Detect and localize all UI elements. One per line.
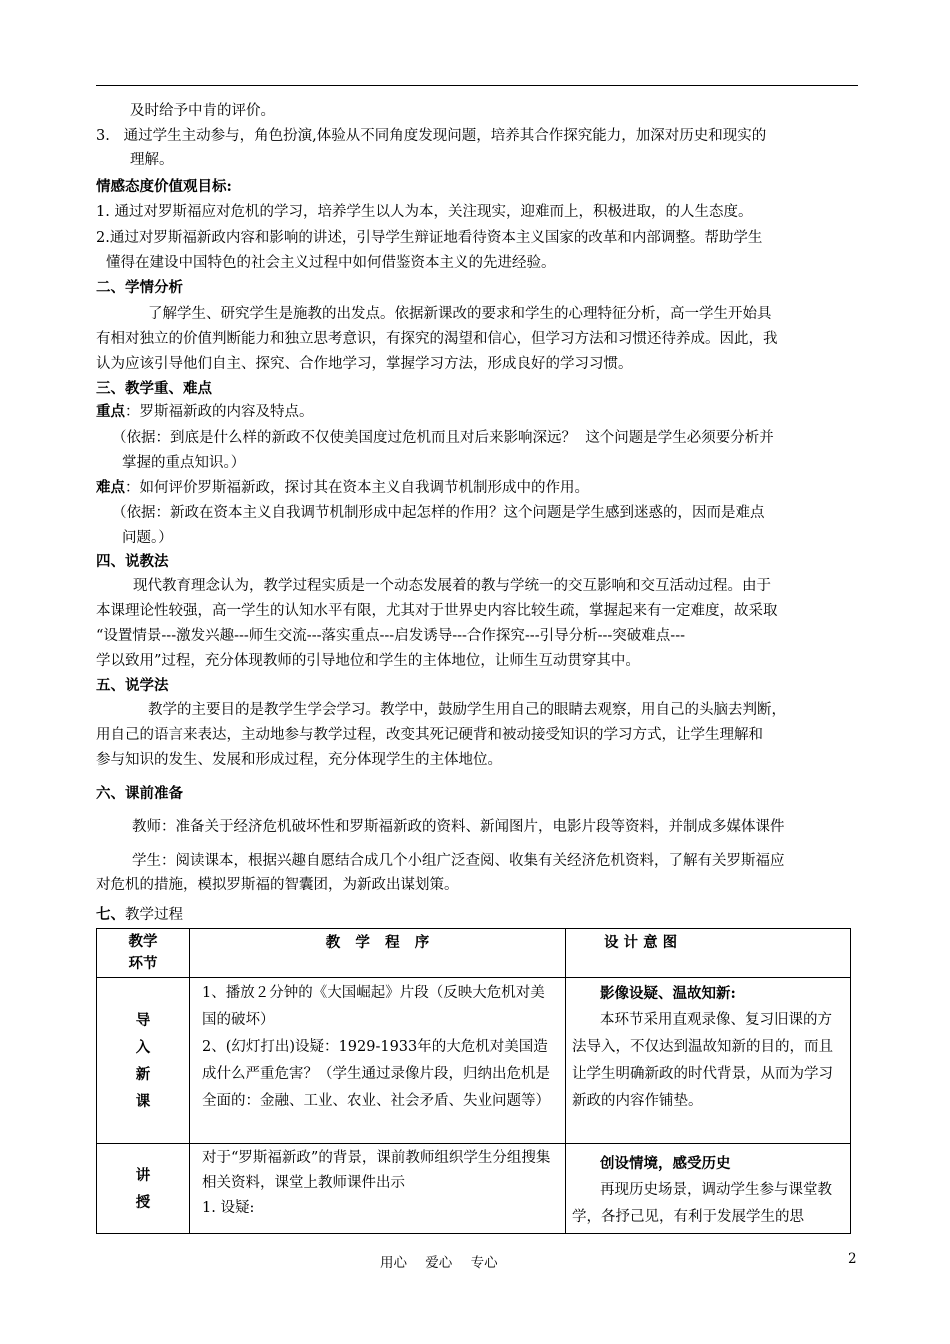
key-point-text: ：罗斯福新政的内容及特点。 — [125, 404, 314, 420]
section-heading: 情感态度价值观目标: — [96, 178, 232, 195]
procedure-cell — [190, 1144, 566, 1234]
text-line: 1. 通过对罗斯福应对危机的学习，培养学生以人为本，关注现实，迎难而上，积极进取，的人生态度。 — [96, 204, 753, 220]
footer-motto: 用心 爱心 专心 — [380, 1255, 498, 1271]
stage-cell — [97, 1144, 190, 1234]
text-line: 对危机的措施，模拟罗斯福的智囊团，为新政出谋划策。 — [96, 877, 459, 893]
intent-cell — [566, 978, 851, 1144]
text-line: 参与知识的发生、发展和形成过程，充分体现学生的主体地位。 — [96, 752, 502, 768]
text-line: 懂得在建设中国特色的社会主义过程中如何借鉴资本主义的先进经验。 — [106, 255, 556, 271]
stage-char: 课 — [135, 1092, 151, 1110]
header-rule — [96, 85, 858, 86]
stage-char: 入 — [135, 1038, 151, 1056]
text-line: 本课理论性较强，高一学生的认知水平有限，尤其对于世界史内容比较生疏，掌握起来有一定难度，故采取 — [96, 603, 778, 619]
text-line: 3. 通过学生主动参与，角色扮演,体验从不同角度发现问题，培养其合作探究能力，加深对历史和现实的 — [96, 128, 767, 144]
section-number: 七、 — [96, 906, 125, 923]
text-line: 掌握的重点知识。） — [122, 455, 246, 471]
intent-title: 影像设疑、温故知新: — [600, 985, 736, 1002]
intent-text: 再现历史场景，调动学生参与课堂教学，各抒己见，有利于发展学生的思 — [572, 1182, 832, 1225]
header-procedure: 教 学 程 序 — [190, 929, 566, 978]
difficulty-text: ：如何评价罗斯福新政，探讨其在资本主义自我调节机制形成中的作用。 — [125, 480, 589, 496]
procedure-text: 对于“罗斯福新政”的背景，课前教师组织学生分组搜集相关资料，课堂上教师课件出示 — [202, 1150, 551, 1191]
key-point-label: 重点 — [96, 403, 125, 420]
header-stage — [97, 929, 190, 978]
stage-char: 导 — [135, 1011, 151, 1029]
text-line: （依据：新政在资本主义自我调节机制形成中起怎样的作用？这个问题是学生感到迷惑的，因而是难点 — [112, 505, 765, 521]
teaching-process-table — [96, 928, 851, 1234]
header-stage-line: 环节 — [128, 955, 158, 972]
stage-char: 讲 — [135, 1167, 151, 1184]
text-line: 用自己的语言来表达，主动地参与教学过程，改变其死记硬背和被动接受知识的学习方式，让学生理解和 — [96, 727, 763, 743]
key-point-line — [96, 400, 862, 424]
text-line: 理解。 — [130, 152, 174, 168]
intent-title: 创设情境，感受历史 — [600, 1155, 731, 1172]
intent-cell — [566, 1144, 851, 1234]
difficulty-line — [96, 476, 862, 500]
header-intent: 设 计 意 图 — [566, 929, 851, 978]
section-heading: 四、说教法 — [96, 553, 169, 570]
section-heading: 五、说学法 — [96, 677, 169, 694]
section-heading: 二、学情分析 — [96, 279, 183, 296]
text-line: （依据：到底是什么样的新政不仅使美国度过危机而且对后来影响深远？ 这个问题是学生必须要分析并 — [112, 430, 774, 446]
section-heading: 六、课前准备 — [96, 785, 183, 802]
section-heading — [96, 903, 862, 927]
procedure-text: 1. 设疑: — [202, 1200, 255, 1216]
text-line: 及时给予中肯的评价。 — [130, 103, 275, 119]
header-stage-line: 教学 — [128, 933, 158, 950]
text-line: 现代教育理念认为，教学过程实质是一个动态发展着的教与学统一的交互影响和交互活动过程。由于 — [133, 578, 771, 594]
text-line: 了解学生、研究学生是施教的出发点。依据新课改的要求和学生的心理特征分析，高一学生开始具 — [148, 306, 772, 322]
page-number: 2 — [848, 1251, 857, 1267]
table-header-row — [97, 929, 851, 978]
text-line: 认为应该引导他们自主、探究、合作地学习，掌握学习方法，形成良好的学习习惯。 — [96, 356, 633, 372]
procedure-text: 2、(幻灯打出)设疑：1929-1933年的大危机对美国造成什么严重危害？（学生通过录像片段，归纳出危机是全面的：金融、工业、农业、社会矛盾、失业问题等） — [202, 1039, 550, 1109]
stage-char: 授 — [135, 1194, 151, 1211]
procedure-cell — [190, 978, 566, 1144]
difficulty-label: 难点 — [96, 479, 125, 496]
procedure-text: 1、播放２分钟的《大国崛起》片段（反映大危机对美国的破坏） — [202, 985, 545, 1028]
section-heading: 三、教学重、难点 — [96, 380, 212, 397]
text-line: “设置情景---激发兴趣---师生交流---落实重点---启发诱导---合作探究---引导分析---突破难点--- — [96, 628, 685, 644]
text-line: 教师：准备关于经济危机破坏性和罗斯福新政的资料、新闻图片，电影片段等资料，并制成多媒体课件 — [132, 819, 785, 835]
text-line: 2.通过对罗斯福新政内容和影响的讲述，引导学生辩证地看待资本主义国家的改革和内部调整。帮助学生 — [96, 230, 763, 246]
stage-char: 新 — [135, 1065, 151, 1083]
text-line: 学以致用”过程，充分体现教师的引导地位和学生的主体地位，让师生互动贯穿其中。 — [96, 653, 640, 669]
table-row — [97, 1144, 851, 1234]
section-title: 教学过程 — [125, 907, 183, 923]
stage-cell — [97, 978, 190, 1144]
text-line: 学生：阅读课本，根据兴趣自愿结合成几个小组广泛查阅、收集有关经济危机资料，了解有关罗斯福应 — [132, 853, 785, 869]
intent-text: 本环节采用直观录像、复习旧课的方法导入，不仅达到温故知新的目的，而且让学生明确新政的时代背景，从而为学习新政的内容作铺垫。 — [572, 1012, 833, 1109]
text-line: 有相对独立的价值判断能力和独立思考意识，有探究的渴望和信心，但学习方法和习惯还待养成。因此，我 — [96, 331, 778, 347]
text-line: 教学的主要目的是教学生学会学习。教学中，鼓励学生用自己的眼睛去观察，用自己的头脑去判断， — [148, 702, 786, 718]
table-row — [97, 978, 851, 1144]
text-line: 问题。） — [122, 530, 173, 546]
page-footer — [0, 1251, 950, 1271]
